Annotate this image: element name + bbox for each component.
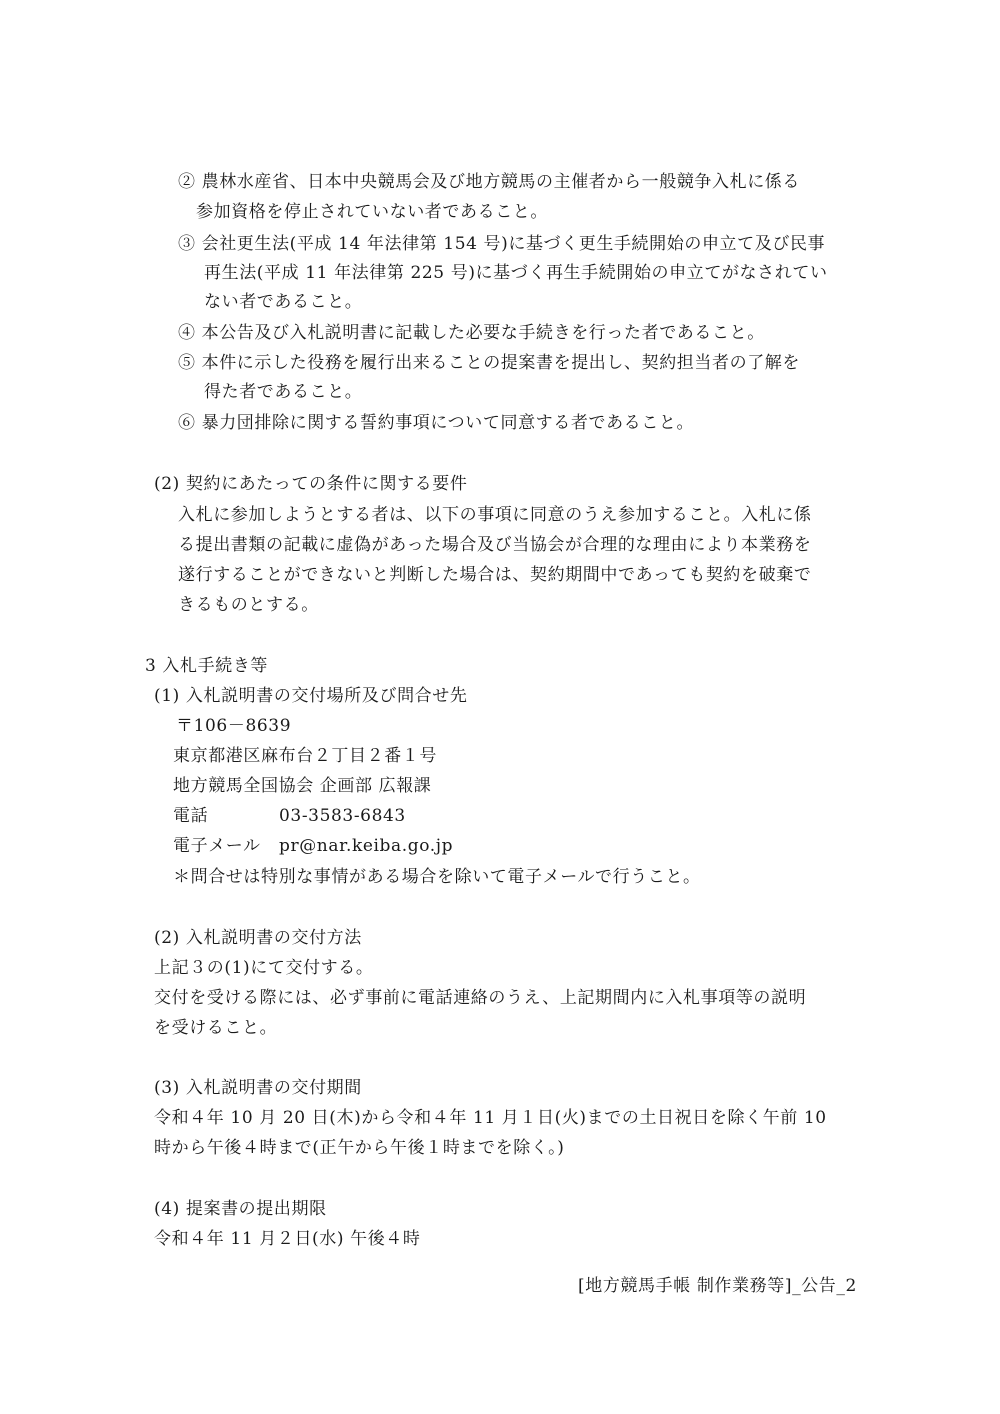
postal-code: 〒106－8639 — [176, 716, 292, 736]
section-3-3-line2: 時から午後４時まで(正午から午後１時までを除く。) — [154, 1138, 565, 1158]
section-2-2-line2: る提出書類の記載に虚偽があった場合及び当協会が合理的な理由により本業務を — [178, 535, 812, 555]
phone-label: 電話 — [173, 806, 209, 826]
section-3-heading: 3 入札手続き等 — [145, 656, 269, 676]
condition-6-line1: ⑥ 暴力団排除に関する誓約事項について同意する者であること。 — [178, 413, 695, 433]
section-3-2-line2: 交付を受ける際には、必ず事前に電話連絡のうえ、上記期間内に入札事項等の説明 — [154, 988, 807, 1008]
inquiry-note: ＊問合せは特別な事情がある場合を除いて電子メールで行うこと。 — [173, 867, 701, 887]
condition-3-line1: ③ 会社更生法(平成 14 年法律第 154 号)に基づく更生手続開始の申立て及び民事 — [178, 234, 826, 254]
section-2-2-line1: 入札に参加しようとする者は、以下の事項に同意のうえ参加すること。入札に係 — [178, 505, 812, 525]
email-address[interactable]: pr@nar.keiba.go.jp — [279, 836, 454, 856]
section-3-3-line1: 令和４年 10 月 20 日(木)から令和４年 11 月１日(火)までの土日祝日を除く午前 10 — [154, 1108, 827, 1128]
condition-4-line1: ④ 本公告及び入札説明書に記載した必要な手続きを行った者であること。 — [178, 323, 765, 343]
condition-5-line1: ⑤ 本件に示した役務を履行出来ることの提案書を提出し、契約担当者の了解を — [178, 353, 801, 373]
organization: 地方競馬全国協会 企画部 広報課 — [173, 776, 432, 796]
email-label: 電子メール — [173, 836, 261, 856]
section-3-2-line3: を受けること。 — [154, 1018, 278, 1038]
section-3-4-heading: (4) 提案書の提出期限 — [154, 1199, 327, 1219]
section-3-3-heading: (3) 入札説明書の交付期間 — [154, 1078, 362, 1098]
page-footer: [地方競馬手帳 制作業務等]_公告_2 — [578, 1276, 857, 1296]
section-2-2-heading: (2) 契約にあたっての条件に関する要件 — [154, 474, 468, 494]
section-2-2-line3: 遂行することができないと判断した場合は、契約期間中であっても契約を破棄で — [178, 565, 812, 585]
phone-number: 03-3583-6843 — [279, 806, 406, 826]
section-3-2-line1: 上記３の(1)にて交付する。 — [154, 958, 374, 978]
condition-5-line2: 得た者であること。 — [204, 382, 363, 402]
section-3-4-line: 令和４年 11 月２日(水) 午後４時 — [154, 1229, 421, 1249]
address: 東京都港区麻布台２丁目２番１号 — [173, 746, 437, 766]
condition-3-line2: 再生法(平成 11 年法律第 225 号)に基づく再生手続開始の申立てがなされてい — [204, 263, 828, 283]
condition-3-line3: ない者であること。 — [204, 292, 363, 312]
section-3-2-heading: (2) 入札説明書の交付方法 — [154, 928, 362, 948]
condition-2-line2: 参加資格を停止されていない者であること。 — [196, 202, 548, 222]
condition-2-line1: ② 農林水産省、日本中央競馬会及び地方競馬の主催者から一般競争入札に係る — [178, 172, 801, 192]
section-2-2-line4: きるものとする。 — [178, 595, 319, 615]
section-3-1-heading: (1) 入札説明書の交付場所及び問合せ先 — [154, 686, 468, 706]
